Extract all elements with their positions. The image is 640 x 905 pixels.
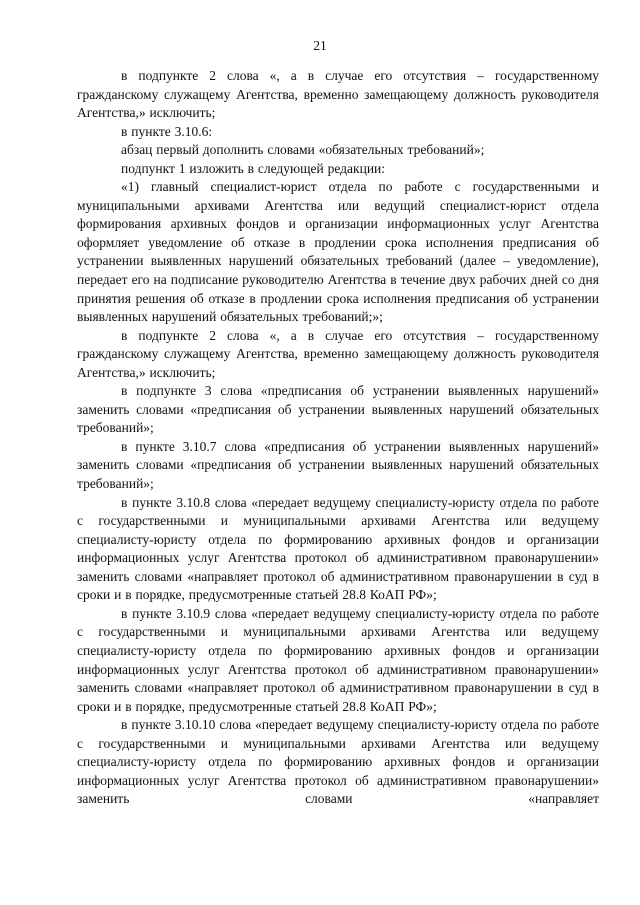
paragraph-quoted-subitem-1: «1) главный специалист-юрист отдела по работе с государственными и муниципальными архивами Агентства или ведущий специалист-юрист отдела формирования архивных фондов и организации информационных услуг Агентства оформляет уведомление об отказе в продлении срока исполнения предписания об устранении выявленных нарушений обязательных требований (далее – уведомление), передает его на подписание руководителю Агентства в течение двух рабочих дней со дня принятия решения об отказе в продлении срока исполнения предписания об устранении выявленных нарушений обязательных требований;»; <box>77 179 599 325</box>
paragraph-subitem-3-replace: в подпункте 3 слова «предписания об устранении выявленных нарушений» заменить словами «предписания об устранении выявленных нарушений обязательных требований»; <box>77 383 599 436</box>
document-body <box>77 67 599 809</box>
paragraph-subitem-2-exclusion-repeat: в подпункте 2 слова «, а в случае его отсутствия – государственному гражданскому служащему Агентства, временно замещающему должность руководителя Агентства,» исключить; <box>77 327 599 380</box>
paragraph-point-3-10-9: в пункте 3.10.9 слова «передает ведущему специалисту-юристу отдела по работе с государственными и муниципальными архивами Агентства или ведущему специалисту-юристу отдела по формированию архивных фондов и организации информационных услуг Агентства протокол об административном правонарушении» заменить словами «направляет протокол об административном правонарушении в суд в сроки и в порядке, предусмотренные статьей 28.8 КоАП РФ»; <box>77 605 599 714</box>
paragraph-subitem-2-exclusion: в подпункте 2 слова «, а в случае его отсутствия – государственному гражданскому служащему Агентства, временно замещающему должность руководителя Агентства,» исключить; <box>77 68 599 121</box>
page-number: 21 <box>313 38 327 53</box>
paragraph-subitem-1-new-wording: подпункт 1 изложить в следующей редакции: <box>121 160 386 176</box>
paragraph-point-3-10-6: в пункте 3.10.6: <box>121 123 213 139</box>
paragraph-point-3-10-7: в пункте 3.10.7 слова «предписания об устранении выявленных нарушений» заменить словами «предписания об устранении выявленных нарушений обязательных требований»; <box>77 438 599 492</box>
paragraph-point-3-10-8: в пункте 3.10.8 слова «передает ведущему специалисту-юристу отдела по работе с государственными и муниципальными архивами Агентства или ведущему специалисту-юристу отдела по формированию архивных фондов и организации информационных услуг Агентства протокол об административном правонарушении» заменить словами «направляет протокол об административном правонарушении в суд в сроки и в порядке, предусмотренные статьей 28.8 КоАП РФ»; <box>77 494 599 603</box>
paragraph-point-3-10-10: в пункте 3.10.10 слова «передает ведущему специалисту-юристу отдела по работе с государственными и муниципальными архивами Агентства или ведущему специалисту-юристу отдела по формированию архивных фондов и организации информационных услуг Агентства протокол об административном правонарушении» заменить словами «направляет <box>77 717 599 807</box>
paragraph-first-abzac-amend: абзац первый дополнить словами «обязательных требований»; <box>121 142 485 158</box>
